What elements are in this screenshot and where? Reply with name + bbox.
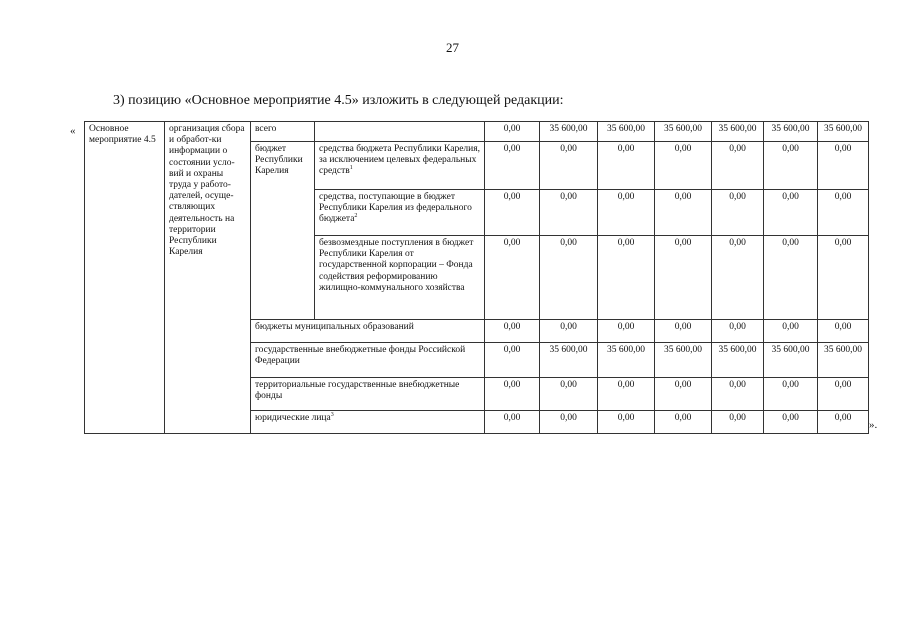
empty-cell <box>315 122 485 142</box>
value-cell: 0,00 <box>598 320 655 343</box>
section-heading: 3) позицию «Основное мероприятие 4.5» изложить в следующей редакции: <box>113 93 564 108</box>
row-label: бюджеты муниципальных образований <box>251 320 485 343</box>
footnote-ref: 1 <box>349 165 353 172</box>
value-cell: 0,00 <box>485 236 540 320</box>
value-cell: 35 600,00 <box>655 343 712 378</box>
value-cell: 0,00 <box>818 320 869 343</box>
value-cell: 35 600,00 <box>540 122 598 142</box>
value-cell: 35 600,00 <box>655 122 712 142</box>
table-row <box>85 122 869 142</box>
value-cell: 0,00 <box>818 142 869 190</box>
value-cell: 0,00 <box>655 411 712 434</box>
measure-name-cell: Основное мероприятие 4.5 <box>85 122 165 434</box>
value-cell: 0,00 <box>598 411 655 434</box>
value-cell: 35 600,00 <box>818 343 869 378</box>
value-cell: 0,00 <box>712 378 764 411</box>
row-label: юридические лица$^3$ <box>251 411 485 434</box>
page-number: 27 <box>446 40 459 55</box>
value-cell: 35 600,00 <box>712 343 764 378</box>
measure-description-cell: организация сбора и обработ-ки информации о состоянии усло-вий и охраны труда у работо-дателей, осуще-ствляющих деятельность на территории Республики Карелия <box>165 122 251 434</box>
value-cell: 0,00 <box>485 190 540 236</box>
footnote-ref: 2 <box>354 213 358 220</box>
value-cell: 0,00 <box>764 320 818 343</box>
value-cell: 0,00 <box>485 411 540 434</box>
value-cell: 0,00 <box>598 142 655 190</box>
closing-quote: ». <box>869 419 878 431</box>
value-cell: 0,00 <box>764 190 818 236</box>
value-cell: 0,00 <box>540 411 598 434</box>
value-cell: 0,00 <box>598 190 655 236</box>
value-cell: 0,00 <box>764 236 818 320</box>
value-cell: 0,00 <box>764 142 818 190</box>
value-cell: 35 600,00 <box>764 343 818 378</box>
value-cell: 0,00 <box>818 411 869 434</box>
row-label: всего <box>251 122 315 142</box>
value-cell: 0,00 <box>712 190 764 236</box>
value-cell: 35 600,00 <box>598 343 655 378</box>
regional-budget-group-cell: бюджет Республики Карелия <box>251 142 315 320</box>
value-cell: 0,00 <box>655 320 712 343</box>
value-cell: 0,00 <box>712 411 764 434</box>
value-cell: 0,00 <box>712 236 764 320</box>
opening-quote: « <box>70 125 76 137</box>
value-cell: 0,00 <box>712 142 764 190</box>
value-cell: 35 600,00 <box>540 343 598 378</box>
value-cell: 0,00 <box>655 190 712 236</box>
row-label: средства, поступающие в бюджет Республики Карелия из федерального бюджета$^2$ <box>315 190 485 236</box>
value-cell: 0,00 <box>485 320 540 343</box>
value-cell: 0,00 <box>818 190 869 236</box>
value-cell: 0,00 <box>485 378 540 411</box>
value-cell: 0,00 <box>764 378 818 411</box>
row-label: государственные внебюджетные фонды Российской Федерации <box>251 343 485 378</box>
value-cell: 0,00 <box>485 142 540 190</box>
value-cell: 0,00 <box>655 142 712 190</box>
value-cell: 35 600,00 <box>598 122 655 142</box>
value-cell: 0,00 <box>655 378 712 411</box>
row-label: территориальные государственные внебюджетные фонды <box>251 378 485 411</box>
value-cell: 0,00 <box>712 320 764 343</box>
value-cell: 35 600,00 <box>818 122 869 142</box>
value-cell: 35 600,00 <box>764 122 818 142</box>
value-cell: 0,00 <box>598 236 655 320</box>
funding-table <box>84 121 869 434</box>
value-cell: 0,00 <box>540 190 598 236</box>
value-cell: 0,00 <box>485 343 540 378</box>
value-cell: 0,00 <box>540 236 598 320</box>
value-cell: 0,00 <box>655 236 712 320</box>
value-cell: 0,00 <box>818 236 869 320</box>
footnote-ref: 3 <box>330 411 334 418</box>
value-cell: 0,00 <box>540 378 598 411</box>
value-cell: 0,00 <box>764 411 818 434</box>
value-cell: 0,00 <box>485 122 540 142</box>
value-cell: 0,00 <box>818 378 869 411</box>
row-label: средства бюджета Республики Карелия, за исключением целевых федеральных средств$^1$ <box>315 142 485 190</box>
value-cell: 0,00 <box>540 320 598 343</box>
value-cell: 35 600,00 <box>712 122 764 142</box>
value-cell: 0,00 <box>540 142 598 190</box>
value-cell: 0,00 <box>598 378 655 411</box>
row-label: безвозмездные поступления в бюджет Республики Карелия от государственной корпорации – Фонда содействия реформированию жилищно-коммунального хозяйства <box>315 236 485 320</box>
